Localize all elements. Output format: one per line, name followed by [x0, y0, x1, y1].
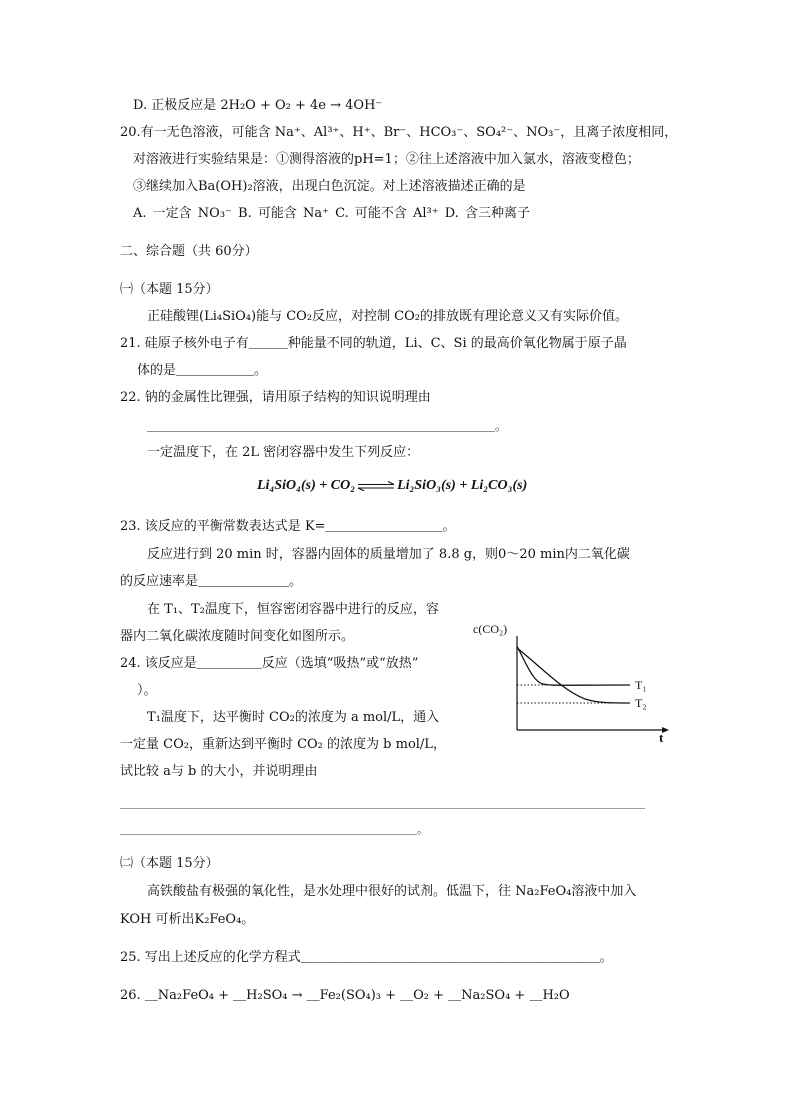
question-24-line1: 24. 该反应是＿＿＿＿＿反应（选填“吸热”或“放热”: [120, 656, 419, 671]
part-two-intro-line1: 高铁酸盐有极强的氧化性，是水处理中很好的试剂。低温下，往 Na₂FeO₄溶液中加入: [147, 884, 637, 899]
graph-x-label: t: [659, 730, 664, 743]
reaction-equation: [257, 478, 527, 494]
question-23-line3: 的反应速率是＿＿＿＿＿＿＿。: [120, 574, 303, 589]
question-24-blank1: ＿＿＿＿＿＿＿＿＿＿＿＿＿＿＿＿＿＿＿＿＿＿＿＿＿＿＿＿＿＿＿＿＿＿＿＿＿＿＿＿＿＿＿＿＿＿＿＿＿＿: [120, 798, 645, 810]
equilibrium-arrow-icon: [357, 481, 395, 491]
section-heading: 二、综合题（共 60分）: [120, 244, 258, 259]
question-24-line3: T₁温度下，达平衡时 CO₂的浓度为 a mol/L，通入: [147, 710, 440, 725]
part-one-intro: 正硅酸锂(Li₄SiO₄)能与 CO₂反应，对控制 CO₂的排放既有理论意义又有实际价值。: [147, 309, 628, 324]
equation-left: Li₄SiO₄(s) + CO₂: [257, 478, 356, 493]
part-one-heading: ㈠（本题 15分）: [120, 282, 219, 297]
part-two-intro-line2: KOH 可析出K₂FeO₄。: [120, 912, 255, 927]
question-21-line1: 21. 硅原子核外电子有＿＿＿种能量不同的轨道，Li、C、Si 的最高价氧化物属于原子晶: [120, 336, 627, 351]
question-22-blank: ＿＿＿＿＿＿＿＿＿＿＿＿＿＿＿＿＿＿＿＿＿＿＿＿＿＿＿＿＿。: [147, 419, 508, 433]
question-23-line1: 23. 该反应的平衡常数表达式是 K=＿＿＿＿＿＿＿＿＿。: [120, 519, 456, 534]
question-22-line1: 22. 钠的金属性比锂强，请用原子结构的知识说明理由: [120, 390, 431, 405]
graph-intro-line1: 在 T₁、T₂温度下，恒容密闭容器中进行的反应，容: [147, 602, 439, 617]
question-23-line2: 反应进行到 20 min 时，容器内固体的质量增加了 8.8 g，则0～20 min内二氧化碳: [147, 547, 630, 562]
graph-y-label: c(CO₂): [473, 622, 508, 636]
part-two-heading: ㈡（本题 15分）: [120, 856, 219, 871]
question-24-blank2: ＿＿＿＿＿＿＿＿＿＿＿＿＿＿＿＿＿＿＿＿＿＿＿＿＿＿＿。: [120, 823, 428, 836]
concentration-time-graph: [470, 618, 670, 743]
equation-right: Li₂SiO₃(s) + Li₂CO₃(s): [397, 478, 528, 493]
graph-curve-t1-label: T₁: [635, 678, 647, 692]
question-24-line2: ）。: [137, 683, 157, 698]
question-24-line4: 一定量 CO₂，重新达到平衡时 CO₂ 的浓度为 b mol/L，: [120, 737, 446, 752]
question-20-line3: ③继续加入Ba(OH)₂溶液，出现白色沉淀。对上述溶液描述正确的是: [133, 179, 526, 194]
graph-intro-line2: 器内二氧化碳浓度随时间变化如图所示。: [120, 629, 355, 644]
option-d-line: D. 正极反应是 2H₂O + O₂ + 4e → 4OH⁻: [133, 98, 383, 113]
question-26: 26. ＿Na₂FeO₄ + ＿H₂SO₄ → ＿Fe₂(SO₄)₃ + ＿O₂ + ＿Na₂SO₄ + ＿H₂O: [120, 988, 570, 1003]
reaction-intro: 一定温度下，在 2L 密闭容器中发生下列反应：: [147, 445, 420, 460]
question-21-line2: 体的是＿＿＿＿＿＿。: [137, 363, 268, 378]
question-25: 25. 写出上述反应的化学方程式＿＿＿＿＿＿＿＿＿＿＿＿＿＿＿＿＿＿＿＿＿＿＿。: [120, 950, 613, 965]
question-20-line1: 20.有一无色溶液，可能含 Na⁺、Al³⁺、H⁺、Br⁻、HCO₃⁻、SO₄²⁻、NO₃⁻，且离子浓度相同，: [120, 125, 678, 140]
graph-curve-t2: [517, 648, 630, 703]
question-20-line2: 对溶液进行实验结果是：①测得溶液的pH=1；②往上述溶液中加入氯水，溶液变橙色；: [133, 152, 640, 167]
graph-curve-t1: [517, 646, 630, 685]
graph-curve-t2-label: T₂: [635, 696, 647, 710]
question-24-line5: 试比较 a与 b 的大小，并说明理由: [120, 764, 318, 779]
question-20-options: A. 一定含 NO₃⁻ B. 可能含 Na⁺ C. 可能不含 Al³⁺ D. 含三种离子: [133, 206, 530, 221]
